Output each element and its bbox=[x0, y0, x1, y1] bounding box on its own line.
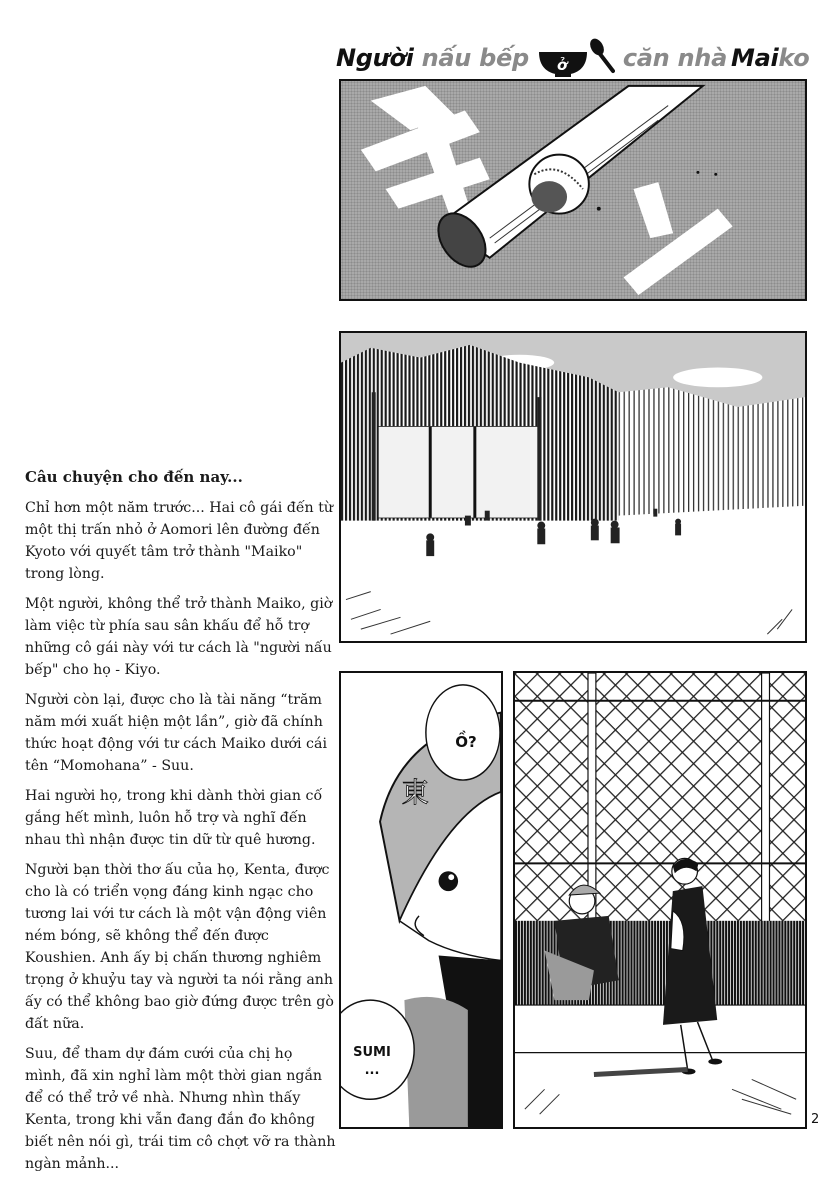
series-title bbox=[336, 38, 810, 78]
speech-text-sumi: SUMI bbox=[353, 1045, 391, 1060]
recap-heading: Câu chuyện cho đến nay... bbox=[25, 468, 243, 486]
panel-baseball-field bbox=[339, 331, 807, 643]
rice-bowl-spoon-icon bbox=[537, 38, 615, 78]
ground-hatching bbox=[525, 1079, 796, 1114]
speech-text-o: Ồ? bbox=[455, 733, 477, 751]
bat-ball-illustration bbox=[341, 81, 805, 299]
recap-paragraph-3: Người còn lại, được cho là tài năng “trăm năm mới xuất hiện một lần”, giờ đã chính thức hoạt động với tư cách Maiko dưới cái tên “Momohana” - Suu. bbox=[25, 692, 328, 774]
recap-paragraph-5: Người bạn thời thơ ấu của họ, Kenta, được cho là có triển vọng đáng kinh ngạc cho tương lai với tư cách là một vận động viên ném bóng, sẽ không thể đến được Koushien. Anh ấy bị chấn thương nghiêm trọng ở khuỷu tay và người ta nói rằng anh ấy có thể không bao giờ đứng được trên gò đất nữa. bbox=[25, 862, 334, 1032]
title-word-o: ở bbox=[556, 56, 567, 74]
recap-paragraph-4: Hai người họ, trong khi dành thời gian cố gắng hết mình, luôn hỗ trợ và nghĩ đến nhau thì nhận được tin dữ từ quê hương. bbox=[25, 788, 323, 848]
title-word-nguoi: Người bbox=[336, 44, 414, 72]
panel-boy-closeup bbox=[339, 671, 503, 1129]
cap-kanji: 東 bbox=[401, 776, 429, 809]
field-illustration bbox=[341, 333, 805, 641]
page-number: 2 bbox=[811, 1112, 820, 1127]
title-word-nau-bep: nấu bếp bbox=[421, 44, 529, 72]
title-word-ko: ko bbox=[778, 44, 810, 72]
recap-paragraph-6: Suu, để tham dự đám cưới của chị họ mình, đã xin nghỉ làm một thời gian ngắn để có thể trở về nhà. Nhưng nhìn thấy Kenta, trong khi vẫn đang đắn đo không biết nên nói gì, trái tim cô chợt vỡ ra thành ngàn mảnh... bbox=[25, 1046, 336, 1172]
speech-text-ellipsis: ... bbox=[364, 1063, 380, 1078]
title-word-mai: Mai bbox=[730, 44, 779, 72]
panel-bat-hit bbox=[339, 79, 807, 301]
fence-illustration bbox=[515, 673, 805, 1127]
recap-paragraph-2: Một người, không thể trở thành Maiko, giờ làm việc từ phía sau sân khấu để hỗ trợ những cô gái này với tư cách là "người nấu bếp" cho họ - Kiyo. bbox=[25, 596, 333, 678]
title-word-can-nha: căn nhà bbox=[622, 44, 727, 72]
story-recap bbox=[25, 466, 337, 1183]
panel-fence-scene bbox=[513, 671, 807, 1129]
recap-paragraph-1: Chỉ hơn một năm trước... Hai cô gái đến từ một thị trấn nhỏ ở Aomori lên đường đến Kyoto với quyết tâm trở thành "Maiko" trong lòng. bbox=[25, 500, 334, 582]
